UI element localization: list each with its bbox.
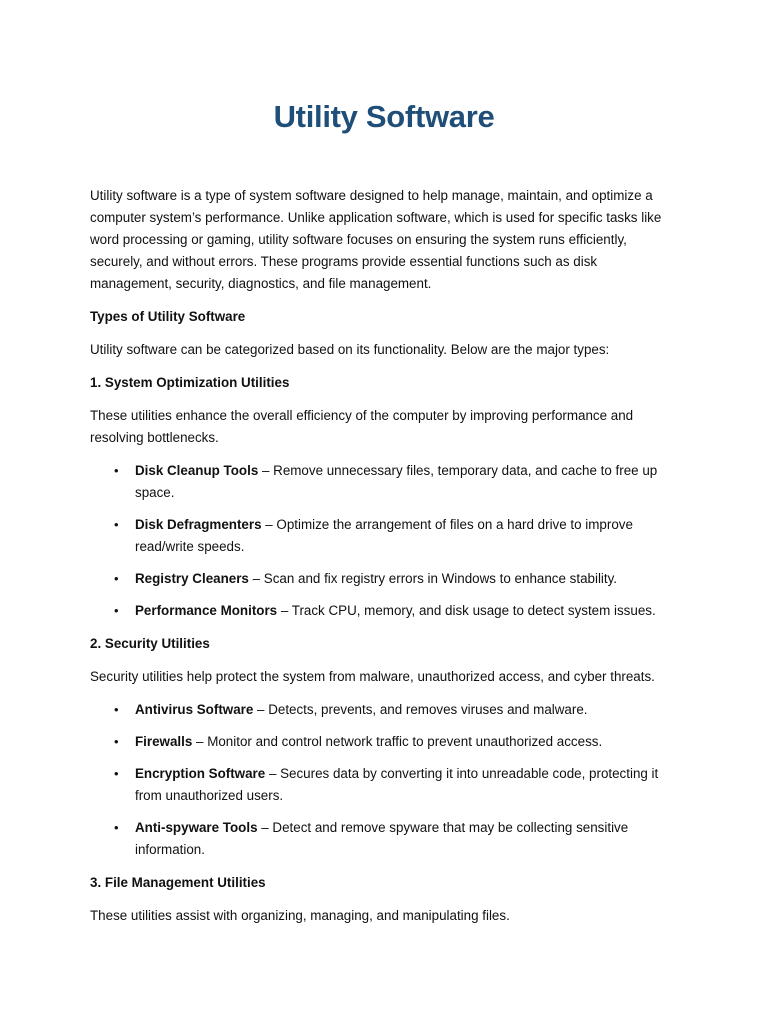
- list-item-text: – Track CPU, memory, and disk usage to detect system issues.: [277, 603, 656, 618]
- list-item-text: – Monitor and control network traffic to prevent unauthorized access.: [192, 734, 603, 749]
- bullet-icon: •: [114, 820, 119, 835]
- list-item-term: Performance Monitors: [135, 603, 278, 618]
- bullet-icon: •: [114, 517, 119, 532]
- types-heading: Types of Utility Software: [90, 309, 246, 324]
- list-item: [114, 731, 678, 753]
- document-title: Utility Software: [273, 99, 495, 134]
- section-description-file-management: These utilities assist with organizing, managing, and manipulating files.: [90, 908, 510, 923]
- list-item-term: Firewalls: [135, 734, 193, 749]
- list-item-term: Disk Cleanup Tools: [135, 463, 259, 478]
- section-description-security: Security utilities help protect the system from malware, unauthorized access, and cyber threats.: [90, 669, 655, 684]
- section-heading-system-optimization: 1. System Optimization Utilities: [90, 375, 290, 390]
- list-item-text: – Detect and remove spyware that may be collecting sensitive information.: [135, 820, 629, 857]
- bullet-icon: •: [114, 702, 119, 717]
- bullet-icon: •: [114, 766, 119, 781]
- list-item: [114, 699, 678, 721]
- list-item: [114, 763, 678, 807]
- system-optimization-list: [90, 460, 678, 622]
- list-item-text: – Scan and fix registry errors in Windows to enhance stability.: [248, 571, 618, 586]
- bullet-icon: •: [114, 734, 119, 749]
- bullet-icon: •: [114, 463, 119, 478]
- bullet-icon: •: [114, 571, 119, 586]
- intro-paragraph: Utility software is a type of system software designed to help manage, maintain, and optimize a computer system’s performance. Unlike application software, which is used for specific tasks like word processing or gaming, utility software focuses on ensuring the system runs efficiently, securely, and without errors. These programs provide essential functions such as disk management, security, diagnostics, and file management.: [90, 188, 662, 291]
- section-heading-security: 2. Security Utilities: [90, 636, 210, 651]
- list-item: [114, 514, 678, 558]
- list-item-term: Anti-spyware Tools: [135, 820, 258, 835]
- list-item: [114, 568, 678, 590]
- list-item-term: Registry Cleaners: [135, 571, 249, 586]
- list-item: [114, 600, 678, 622]
- types-intro-paragraph: Utility software can be categorized based on its functionality. Below are the major types:: [90, 342, 610, 357]
- list-item-term: Disk Defragmenters: [135, 517, 262, 532]
- list-item-text: – Secures data by converting it into unreadable code, protecting it from unauthorized users.: [135, 766, 659, 803]
- list-item-text: – Optimize the arrangement of files on a hard drive to improve read/write speeds.: [135, 517, 633, 554]
- list-item-text: – Remove unnecessary files, temporary data, and cache to free up space.: [135, 463, 658, 500]
- security-list: [90, 699, 678, 861]
- list-item: [114, 817, 678, 861]
- list-item-text: – Detects, prevents, and removes viruses and malware.: [253, 702, 588, 717]
- section-description-system-optimization: These utilities enhance the overall efficiency of the computer by improving performance and resolving bottlenecks.: [90, 408, 634, 445]
- section-heading-file-management: 3. File Management Utilities: [90, 875, 266, 890]
- list-item-term: Encryption Software: [135, 766, 266, 781]
- bullet-icon: •: [114, 603, 119, 618]
- list-item-term: Antivirus Software: [135, 702, 254, 717]
- list-item: [114, 460, 678, 504]
